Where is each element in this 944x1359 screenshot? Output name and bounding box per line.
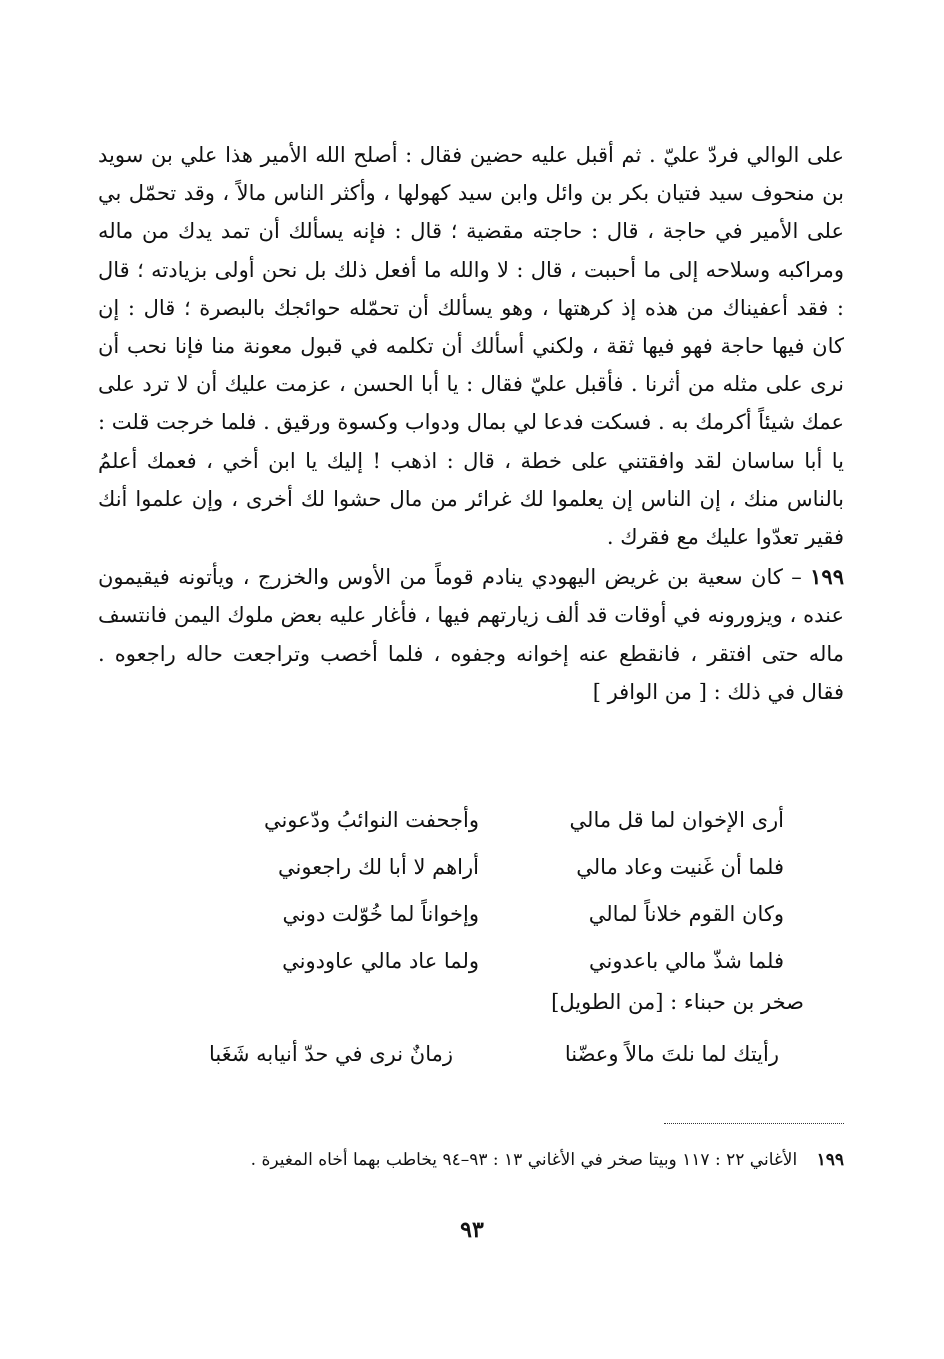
footnote-separator	[664, 1123, 844, 1124]
verse-second-hemistich: زمانٌ نرى في حدّ أنيابه شَغَبا	[209, 1042, 453, 1066]
paragraph-199	[98, 558, 844, 711]
page-number: ٩٣	[460, 1217, 484, 1243]
prose-line: بعض ملوك اليمن فانتسف ماله حتى افتقر ، فانقطع عنه إخوانه وجفوه ، فلما	[98, 603, 844, 666]
footnote-text: الأغاني ٢٢ : ١١٧ وبيتا صخر في الأغاني ١٣ : ٩٣–٩٤ يخاطب بهما أخاه المغيرة .	[250, 1150, 798, 1170]
prose-line: تحمّل بي على الأمير في حاجة ، قال : حاجته مقضية ؛ قال : فإنه يسألك أن تمد يدك	[98, 181, 844, 244]
verse-second-hemistich: أراهم لا أبا لك راجعوني	[278, 854, 479, 879]
prose-line: أخصب وتراجعت حاله راجعوه . فقال في ذلك : [ من الوافر ]	[98, 641, 844, 704]
verse-first-hemistich: فلما شذّ مالي باعدوني	[588, 948, 784, 973]
prose-line: – كان سعية بن غريض اليهودي ينادم قوماً من الأوس والخزرج ،	[242, 565, 802, 590]
prose-line: عزمت عليك أن لا ترد على عمك شيئاً أكرمك به . فسكت فدعا لي بمال ودواب	[98, 372, 844, 435]
prose-block	[98, 136, 844, 711]
prose-line: بن منحوف سيد فتيان بكر بن وائل وابن سيد كهولها ، وأكثر الناس مالاً ، وقد	[183, 181, 844, 206]
prose-line: ويأتونه فيقيمون عنده ، ويزورونه في أوقات قد ألف زيارتهم فيها ، فأغار عليه	[98, 565, 844, 628]
paragraph-1	[98, 136, 844, 556]
footnote-number: ١٩٩	[816, 1150, 844, 1170]
verse-first-hemistich: رأيتك لما نلتَ مالاً وعضّنا	[564, 1042, 779, 1066]
verse-second-hemistich: ولما عاد مالي عاودوني	[282, 948, 479, 973]
verse-row	[264, 843, 784, 890]
prose-line: معونة منا فإنا نحب أن نرى على مثله من أثرنا . فأقبل عليّ فقال : يا أبا الحسن ،	[98, 334, 844, 397]
last-verse	[209, 1042, 779, 1066]
poet-attribution: صخر بن حبناء : [من الطويل]	[551, 990, 804, 1014]
verse-second-hemistich: وإخواناً لما خُوّلت دوني	[282, 901, 479, 926]
prose-line: وكسوة ورقيق . فلما خرجت قلت : يا أبا ساسان لقد وافقتني على خطة ، قال :	[98, 410, 844, 473]
footnote	[251, 1150, 844, 1170]
prose-line: من ماله ومراكبه وسلاحه إلى ما أحببت ، قال : لا والله ما أفعل ذلك بل نحن أولى	[98, 219, 844, 282]
prose-line: بزيادته ؛ قال : فقد أعفيناك من هذه إذ كرهتها ، وهو يسألك أن تحمّله حوائجك	[98, 257, 844, 320]
verse-row	[264, 796, 784, 843]
verse-second-hemistich: وأجحفت النوائبُ ودّعوني	[263, 807, 479, 832]
prose-line: على الوالي فردّ عليّ . ثم أقبل عليه حضين فقال : أصلح الله الأمير هذا علي بن سويد	[98, 143, 844, 167]
verse-row	[264, 937, 784, 984]
prose-line: اذهب ! إليك يا ابن أخي ، فعمك أعلمُ بالناس منك ، إن الناس إن يعلموا لك غرائر	[98, 448, 844, 511]
verse-row	[264, 890, 784, 937]
prose-line: بالبصرة ؛ قال : إن كان فيها حاجة فهو فيها ثقة ، ولكني أسألك أن تكلمه في قبول	[98, 295, 844, 359]
verse-first-hemistich: فلما أن غَنيت وعاد مالي	[576, 854, 784, 879]
poem-verses	[264, 796, 784, 984]
prose-line: من مال حشوا لك أخرى ، وإن علموا أنك فقير تعدّوا عليك مع فقرك .	[98, 486, 844, 550]
verse-first-hemistich: أرى الإخوان لما قل مالي	[569, 807, 784, 832]
verse-first-hemistich: وكان القوم خلاناً لمالي	[588, 901, 784, 926]
entry-number: ١٩٩	[810, 564, 844, 590]
